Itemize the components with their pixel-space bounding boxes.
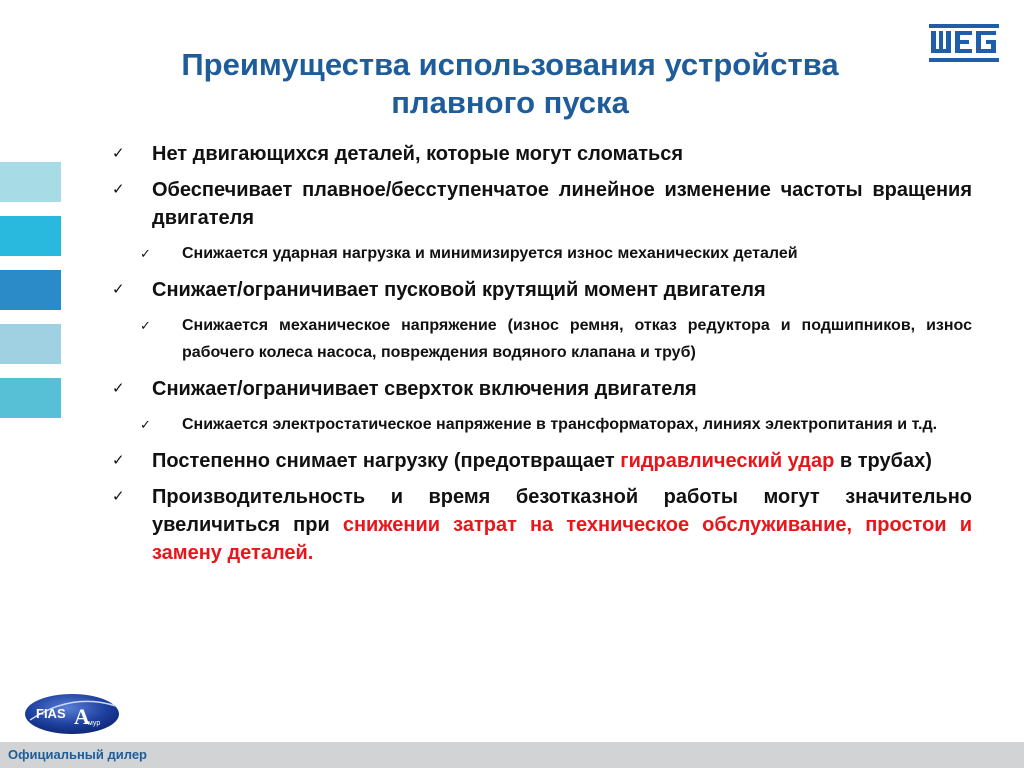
checkmark-icon: ✓	[112, 452, 125, 469]
bullet-item	[110, 140, 972, 168]
fias-small-text: мур	[88, 720, 101, 727]
slide-title-line2: плавного пуска	[391, 85, 629, 120]
slide-title-line1: Преимущества использования устройства	[181, 47, 839, 82]
checkmark-icon: ✓	[140, 318, 151, 333]
sub-bullet-text: Снижается механическое напряжение (износ ремня, отказ редуктора и подшипников, износ рабочего колеса насоса, повреждения водяного клапана и труб)	[182, 317, 972, 361]
checkmark-icon: ✓	[112, 488, 125, 505]
sidebar-block-3	[0, 270, 61, 310]
sub-bullet-text: Снижается электростатическое напряжение в трансформаторах, линиях электропитания и т.д.	[182, 416, 938, 433]
sidebar-block-1	[0, 162, 61, 202]
checkmark-icon: ✓	[112, 281, 125, 298]
sub-bullet-item	[140, 411, 972, 438]
checkmark-icon: ✓	[112, 380, 125, 397]
bullet-text	[152, 450, 932, 472]
bullet-text: Нет двигающихся деталей, которые могут сломаться	[152, 143, 684, 165]
bullet-item	[110, 483, 972, 567]
bullet-list	[110, 140, 972, 567]
bullet-item	[110, 176, 972, 232]
fias-amur-logo	[22, 690, 122, 736]
checkmark-icon: ✓	[112, 181, 125, 198]
bullet-text	[152, 486, 972, 564]
fias-text: FIAS	[36, 706, 66, 721]
sub-bullet-item	[140, 240, 972, 267]
slide-title	[110, 46, 910, 122]
bullet-text-part: Постепенно снимает нагрузку (предотвращает	[152, 450, 621, 472]
footer-bar	[0, 742, 1024, 768]
sub-bullet-item	[140, 312, 972, 366]
highlight-text: снижении затрат на техническое обслуживание, простои и замену деталей.	[152, 514, 972, 564]
bullet-item	[110, 447, 972, 475]
checkmark-icon: ✓	[140, 246, 151, 261]
bullet-text-part: Производительность и время безотказной работы могут значительно увеличиться при	[152, 486, 972, 536]
bullet-item	[110, 375, 972, 403]
checkmark-icon: ✓	[140, 417, 151, 432]
bullet-item	[110, 276, 972, 304]
footer-dealer-label: Официальный дилер	[8, 747, 148, 762]
checkmark-icon: ✓	[112, 145, 125, 162]
sub-bullet-text: Снижается ударная нагрузка и минимизируется износ механических деталей	[182, 245, 798, 262]
sidebar-block-2	[0, 216, 61, 256]
bullet-text-part: в трубах)	[834, 450, 932, 472]
bullet-text: Снижает/ограничивает сверхток включения двигателя	[152, 378, 697, 400]
sidebar-block-4	[0, 324, 61, 364]
sidebar-block-5	[0, 378, 61, 418]
bullet-text: Снижает/ограничивает пусковой крутящий момент двигателя	[152, 279, 766, 301]
highlight-text: гидравлический удар	[620, 450, 835, 472]
fias-letter: A	[74, 704, 90, 729]
weg-logo	[928, 22, 1000, 70]
bullet-text: Обеспечивает плавное/бесступенчатое линейное изменение частоты вращения двигателя	[152, 179, 972, 229]
